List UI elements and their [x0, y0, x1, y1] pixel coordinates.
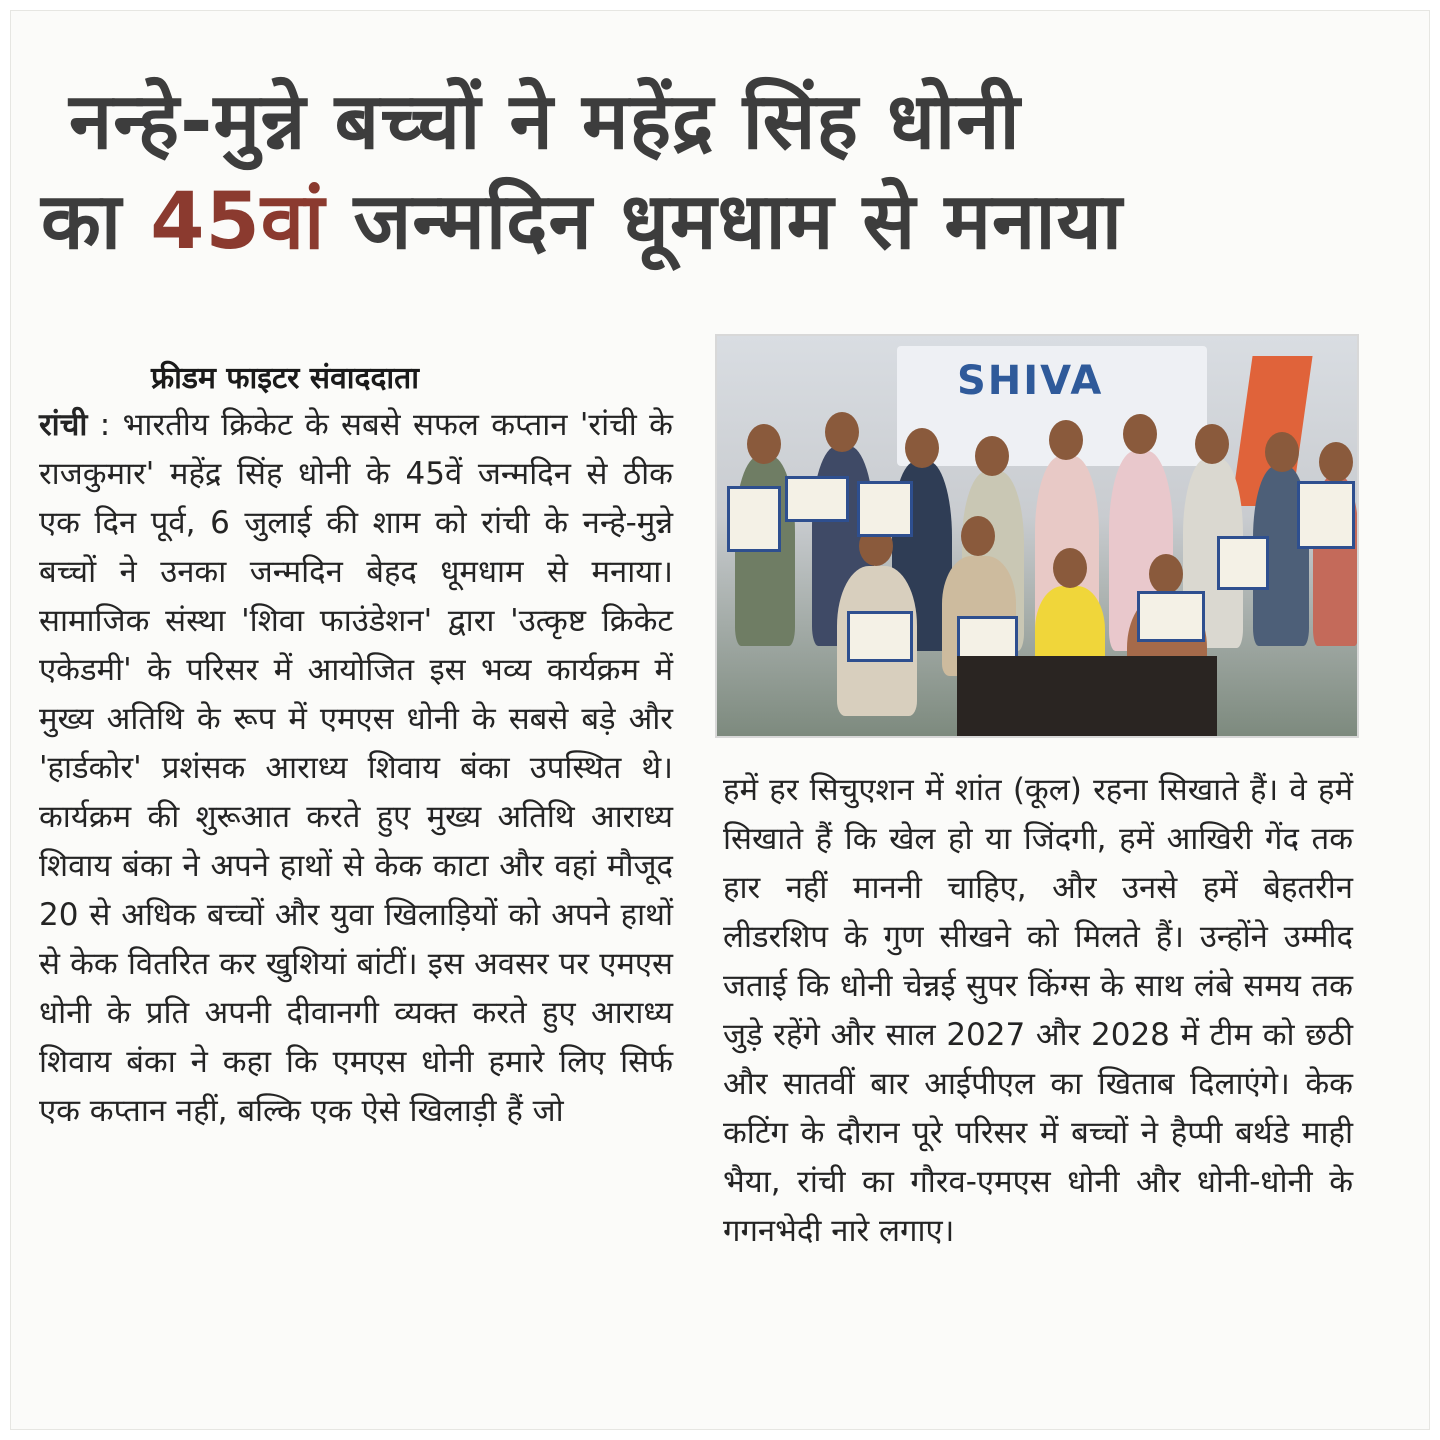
photo-banner-logo: SHIVA [957, 358, 1104, 404]
photo-person-head [1123, 414, 1157, 454]
photo-poster [785, 476, 849, 522]
photo-poster [857, 481, 913, 537]
photo-person-head [1265, 432, 1299, 472]
photo-poster [847, 611, 913, 662]
photo-person-head [1195, 424, 1229, 464]
headline-line-2 [41, 172, 1401, 272]
headline [41, 72, 1401, 272]
photo-poster [1137, 591, 1205, 642]
photo-cake-table [957, 656, 1217, 738]
dateline-place: रांची [39, 407, 88, 443]
headline-line-2-suffix: जन्मदिन धूमधाम से मनाया [325, 177, 1123, 268]
photo-poster [1217, 536, 1269, 590]
photo-person-head [1053, 548, 1087, 588]
photo-poster [1297, 481, 1355, 549]
headline-accent-45th: 45वां [150, 177, 326, 268]
photo-person-head [961, 516, 995, 556]
headline-line-2-prefix: का [41, 177, 151, 268]
photo-person-head [825, 412, 859, 452]
article-column-left [39, 401, 673, 1136]
article-column-right: हमें हर सिचुएशन में शांत (कूल) रहना सिखाते हैं। वे हमें सिखाते हैं कि खेल हो या जिंदगी, हमें आखिरी गेंद तक हार नहीं माननी चाहिए, और उनसे हमें बेहतरीन लीडरशिप के गुण सीखने को मिलते हैं। उन्होंने उम्मीद जताई कि धोनी चेन्नई सुपर किंग्स के साथ लंबे समय तक जुड़े रहेंगे और साल 2027 और 2028 में टीम को छठी और सातवीं बार आईपीएल का खिताब दिलाएंगे। केक कटिंग के दौरान पूरे परिसर में बच्चों ने हैप्पी बर्थडे माही भैया, रांची का गौरव-एमएस धोनी और धोनी-धोनी के गगनभेदी नारे लगाए। [723, 772, 1353, 1249]
photo-person-head [747, 424, 781, 464]
photo-person-head [1319, 442, 1353, 482]
photo-person-head [1149, 554, 1183, 594]
photo-poster [727, 486, 781, 552]
photo-person-head [975, 436, 1009, 476]
article-body-left: : भारतीय क्रिकेट के सबसे सफल कप्तान 'रांची के राजकुमार' महेंद्र सिंह धोनी के 45वें जन्मदिन से ठीक एक दिन पूर्व, 6 जुलाई की शाम को रांची के नन्हे-मुन्ने बच्चों ने उनका जन्मदिन बेहद धूमधाम से मनाया। सामाजिक संस्था 'शिवा फाउंडेशन' द्वारा 'उत्कृष्ट क्रिकेट एकेडमी' के परिसर में आयोजित इस भव्य कार्यक्रम में मुख्य अतिथि के रूप में एमएस धोनी के सबसे बड़े और 'हार्डकोर' प्रशंसक आराध्य शिवाय बंका उपस्थित थे। कार्यक्रम की शुरूआत करते हुए मुख्य अतिथि आराध्य शिवाय बंका ने अपने हाथों से केक काटा और वहां मौजूद 20 से अधिक बच्चों और युवा खिलाड़ियों को अपने हाथों से केक वितरित कर खुशियां बांटीं। इस अवसर पर एमएस धोनी के प्रति अपनी दीवानगी व्यक्त करते हुए आराध्य शिवाय बंका ने कहा कि एमएस धोनी हमारे लिए सिर्फ एक कप्तान नहीं, बल्कि एक ऐसे खिलाड़ी हैं जो [39, 407, 673, 1129]
headline-line-1: नन्हे-मुन्ने बच्चों ने महेंद्र सिंह धोनी [69, 77, 1021, 168]
photo-person-head [1049, 420, 1083, 460]
newspaper-clipping [10, 10, 1430, 1430]
byline: फ्रीडम फाइटर संवाददाता [151, 361, 420, 396]
event-photo [715, 334, 1359, 738]
photo-person-head [905, 428, 939, 468]
